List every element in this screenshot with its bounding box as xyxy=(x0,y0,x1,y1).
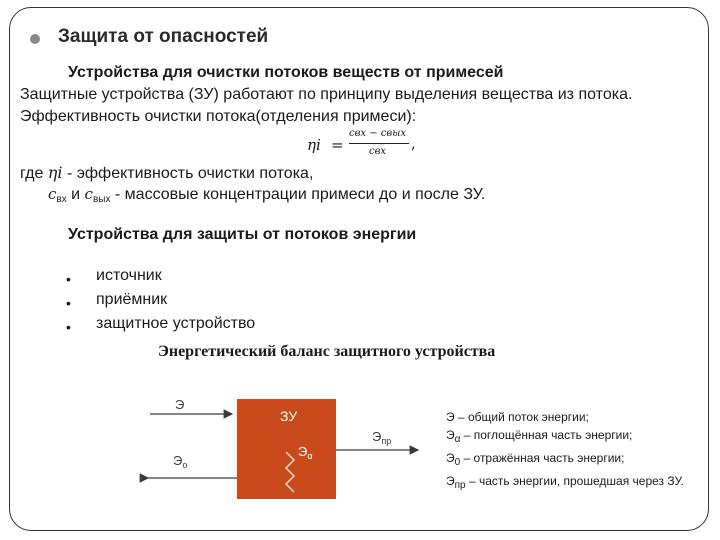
legend-line: $Э_0$ – отражённая часть энергии; xyxy=(446,451,625,468)
list-bullet-icon: • xyxy=(66,295,71,311)
conc-and: и xyxy=(66,186,85,203)
formula-lhs: ηi xyxy=(307,136,321,154)
formula-comma: , xyxy=(411,134,416,152)
formula-equals: = xyxy=(331,136,344,154)
list-bullet-icon: • xyxy=(66,271,71,287)
conc-sub2: вых xyxy=(92,194,111,205)
label-passed: $Э_{пр}$ xyxy=(372,429,392,446)
conc-c1: c xyxy=(48,185,57,203)
conc-c2: c xyxy=(84,185,93,203)
formula-numerator: cвх − cвых xyxy=(349,128,407,139)
section1-line1: Защитные устройства (ЗУ) работают по принципу выделения вещества из потока. xyxy=(20,86,633,103)
section2-heading: Устройства для защиты от потоков энергии xyxy=(68,226,417,243)
label-incoming: Э xyxy=(175,397,185,412)
section1-line2: Эффективность очистки потока(отделения примеси): xyxy=(20,108,417,125)
legend-line: Э – общий поток энергии; xyxy=(446,410,589,424)
slide-title: Защита от опасностей xyxy=(58,26,269,47)
list-item-label: источник xyxy=(96,267,162,284)
diagram-legend xyxy=(446,408,684,495)
conc-sub1: вх xyxy=(56,194,67,205)
where-text: - эффективность очистки потока, xyxy=(62,165,314,182)
legend-line: $Э_\alpha$ – поглощённая часть энергии; xyxy=(446,428,633,445)
label-absorbed: $Э_\alpha$ xyxy=(298,444,313,461)
legend-line: $Э_{пр}$ – часть энергии, прошедшая через ЗУ. xyxy=(446,474,684,491)
list-item-label: защитное устройство xyxy=(96,315,256,332)
balance-title: Энергетический баланс защитного устройства xyxy=(158,343,496,360)
list-item-label: приёмник xyxy=(96,291,168,308)
formula-denominator: cвх xyxy=(369,146,387,157)
list-bullet-icon: • xyxy=(66,319,71,335)
where-eta: ηi xyxy=(47,163,63,182)
where-prefix: где xyxy=(20,165,48,182)
conc-text: - массовые концентрации примеси до и после ЗУ. xyxy=(110,186,486,203)
section1-heading: Устройства для очистки потоков веществ от примесей xyxy=(68,64,504,81)
box-label: ЗУ xyxy=(280,408,298,424)
label-reflected: $Э_о$ xyxy=(173,453,188,470)
